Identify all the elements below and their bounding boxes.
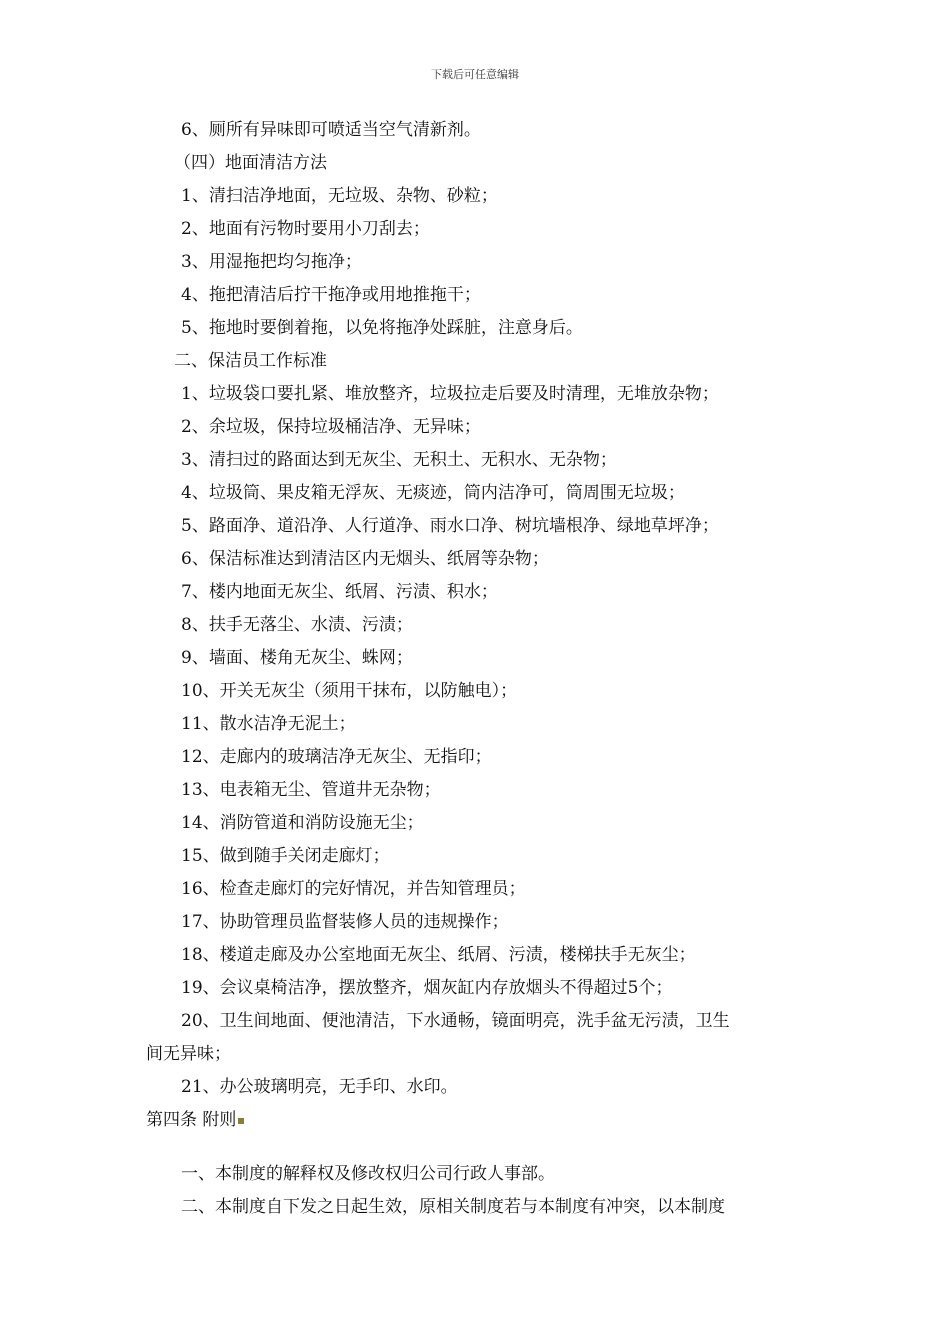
list-item: 18、楼道走廊及办公室地面无灰尘、纸屑、污渍，楼梯扶手无灰尘； <box>181 945 696 965</box>
document-body <box>146 114 808 1224</box>
list-item: 3、用湿拖把均匀拖净； <box>181 252 362 272</box>
list-item: 12、走廊内的玻璃洁净无灰尘、无指印； <box>181 747 492 767</box>
paragraph: 二、本制度自下发之日起生效，原相关制度若与本制度有冲突，以本制度 <box>181 1197 725 1217</box>
list-item: 6、保洁标准达到清洁区内无烟头、纸屑等杂物； <box>181 549 549 569</box>
list-item: 20、卫生间地面、便池清洁，下水通畅，镜面明亮，洗手盆无污渍，卫生 <box>181 1011 730 1031</box>
list-item: 5、路面净、道沿净、人行道净、雨水口净、树坑墙根净、绿地草坪净； <box>181 516 719 536</box>
list-item: 1、垃圾袋口要扎紧、堆放整齐，垃圾拉走后要及时清理，无堆放杂物； <box>181 384 719 404</box>
list-item: 1、清扫洁净地面，无垃圾、杂物、砂粒； <box>181 186 498 206</box>
list-item: 19、会议桌椅洁净，摆放整齐，烟灰缸内存放烟头不得超过5个； <box>181 978 673 998</box>
list-item: 4、垃圾筒、果皮箱无浮灰、无痰迹，筒内洁净可，筒周围无垃圾； <box>181 483 685 503</box>
page-header: 下载后可任意编辑 <box>431 68 519 81</box>
list-item-continuation: 间无异味； <box>146 1044 231 1064</box>
list-item: 3、清扫过的路面达到无灰尘、无积土、无积水、无杂物； <box>181 450 617 470</box>
list-item: 8、扶手无落尘、水渍、污渍； <box>181 615 413 635</box>
list-item: 5、拖地时要倒着拖，以免将拖净处踩脏，注意身后。 <box>181 318 583 338</box>
article-heading <box>146 1104 808 1137</box>
list-item: 21、办公玻璃明亮，无手印、水印。 <box>181 1077 458 1097</box>
section-heading: （四）地面清洁方法 <box>174 153 327 173</box>
list-item: 9、墙面、楼角无灰尘、蛛网； <box>181 648 413 668</box>
list-item: 2、地面有污物时要用小刀刮去； <box>181 219 430 239</box>
list-item: 11、散水洁净无泥土； <box>181 714 356 734</box>
spacer <box>146 1137 808 1158</box>
list-item: 14、消防管道和消防设施无尘； <box>181 813 424 833</box>
paragraph: 6、厕所有异味即可喷适当空气清新剂。 <box>181 120 481 140</box>
anchor-marker-icon <box>238 1118 244 1124</box>
list-item: 13、电表箱无尘、管道井无杂物； <box>181 780 441 800</box>
article-heading-text: 第四条 附则 <box>146 1110 237 1130</box>
list-item: 7、楼内地面无灰尘、纸屑、污渍、积水； <box>181 582 498 602</box>
list-item: 2、余垃圾，保持垃圾桶洁净、无异味； <box>181 417 481 437</box>
list-item: 15、做到随手关闭走廊灯； <box>181 846 390 866</box>
list-item: 4、拖把清洁后拧干拖净或用地推拖干； <box>181 285 481 305</box>
list-item: 16、检查走廊灯的完好情况，并告知管理员； <box>181 879 526 899</box>
list-item: 17、协助管理员监督装修人员的违规操作； <box>181 912 509 932</box>
paragraph: 一、本制度的解释权及修改权归公司行政人事部。 <box>181 1164 555 1184</box>
section-heading: 二、保洁员工作标准 <box>174 351 327 371</box>
list-item: 10、开关无灰尘（须用干抹布，以防触电）； <box>181 681 518 701</box>
